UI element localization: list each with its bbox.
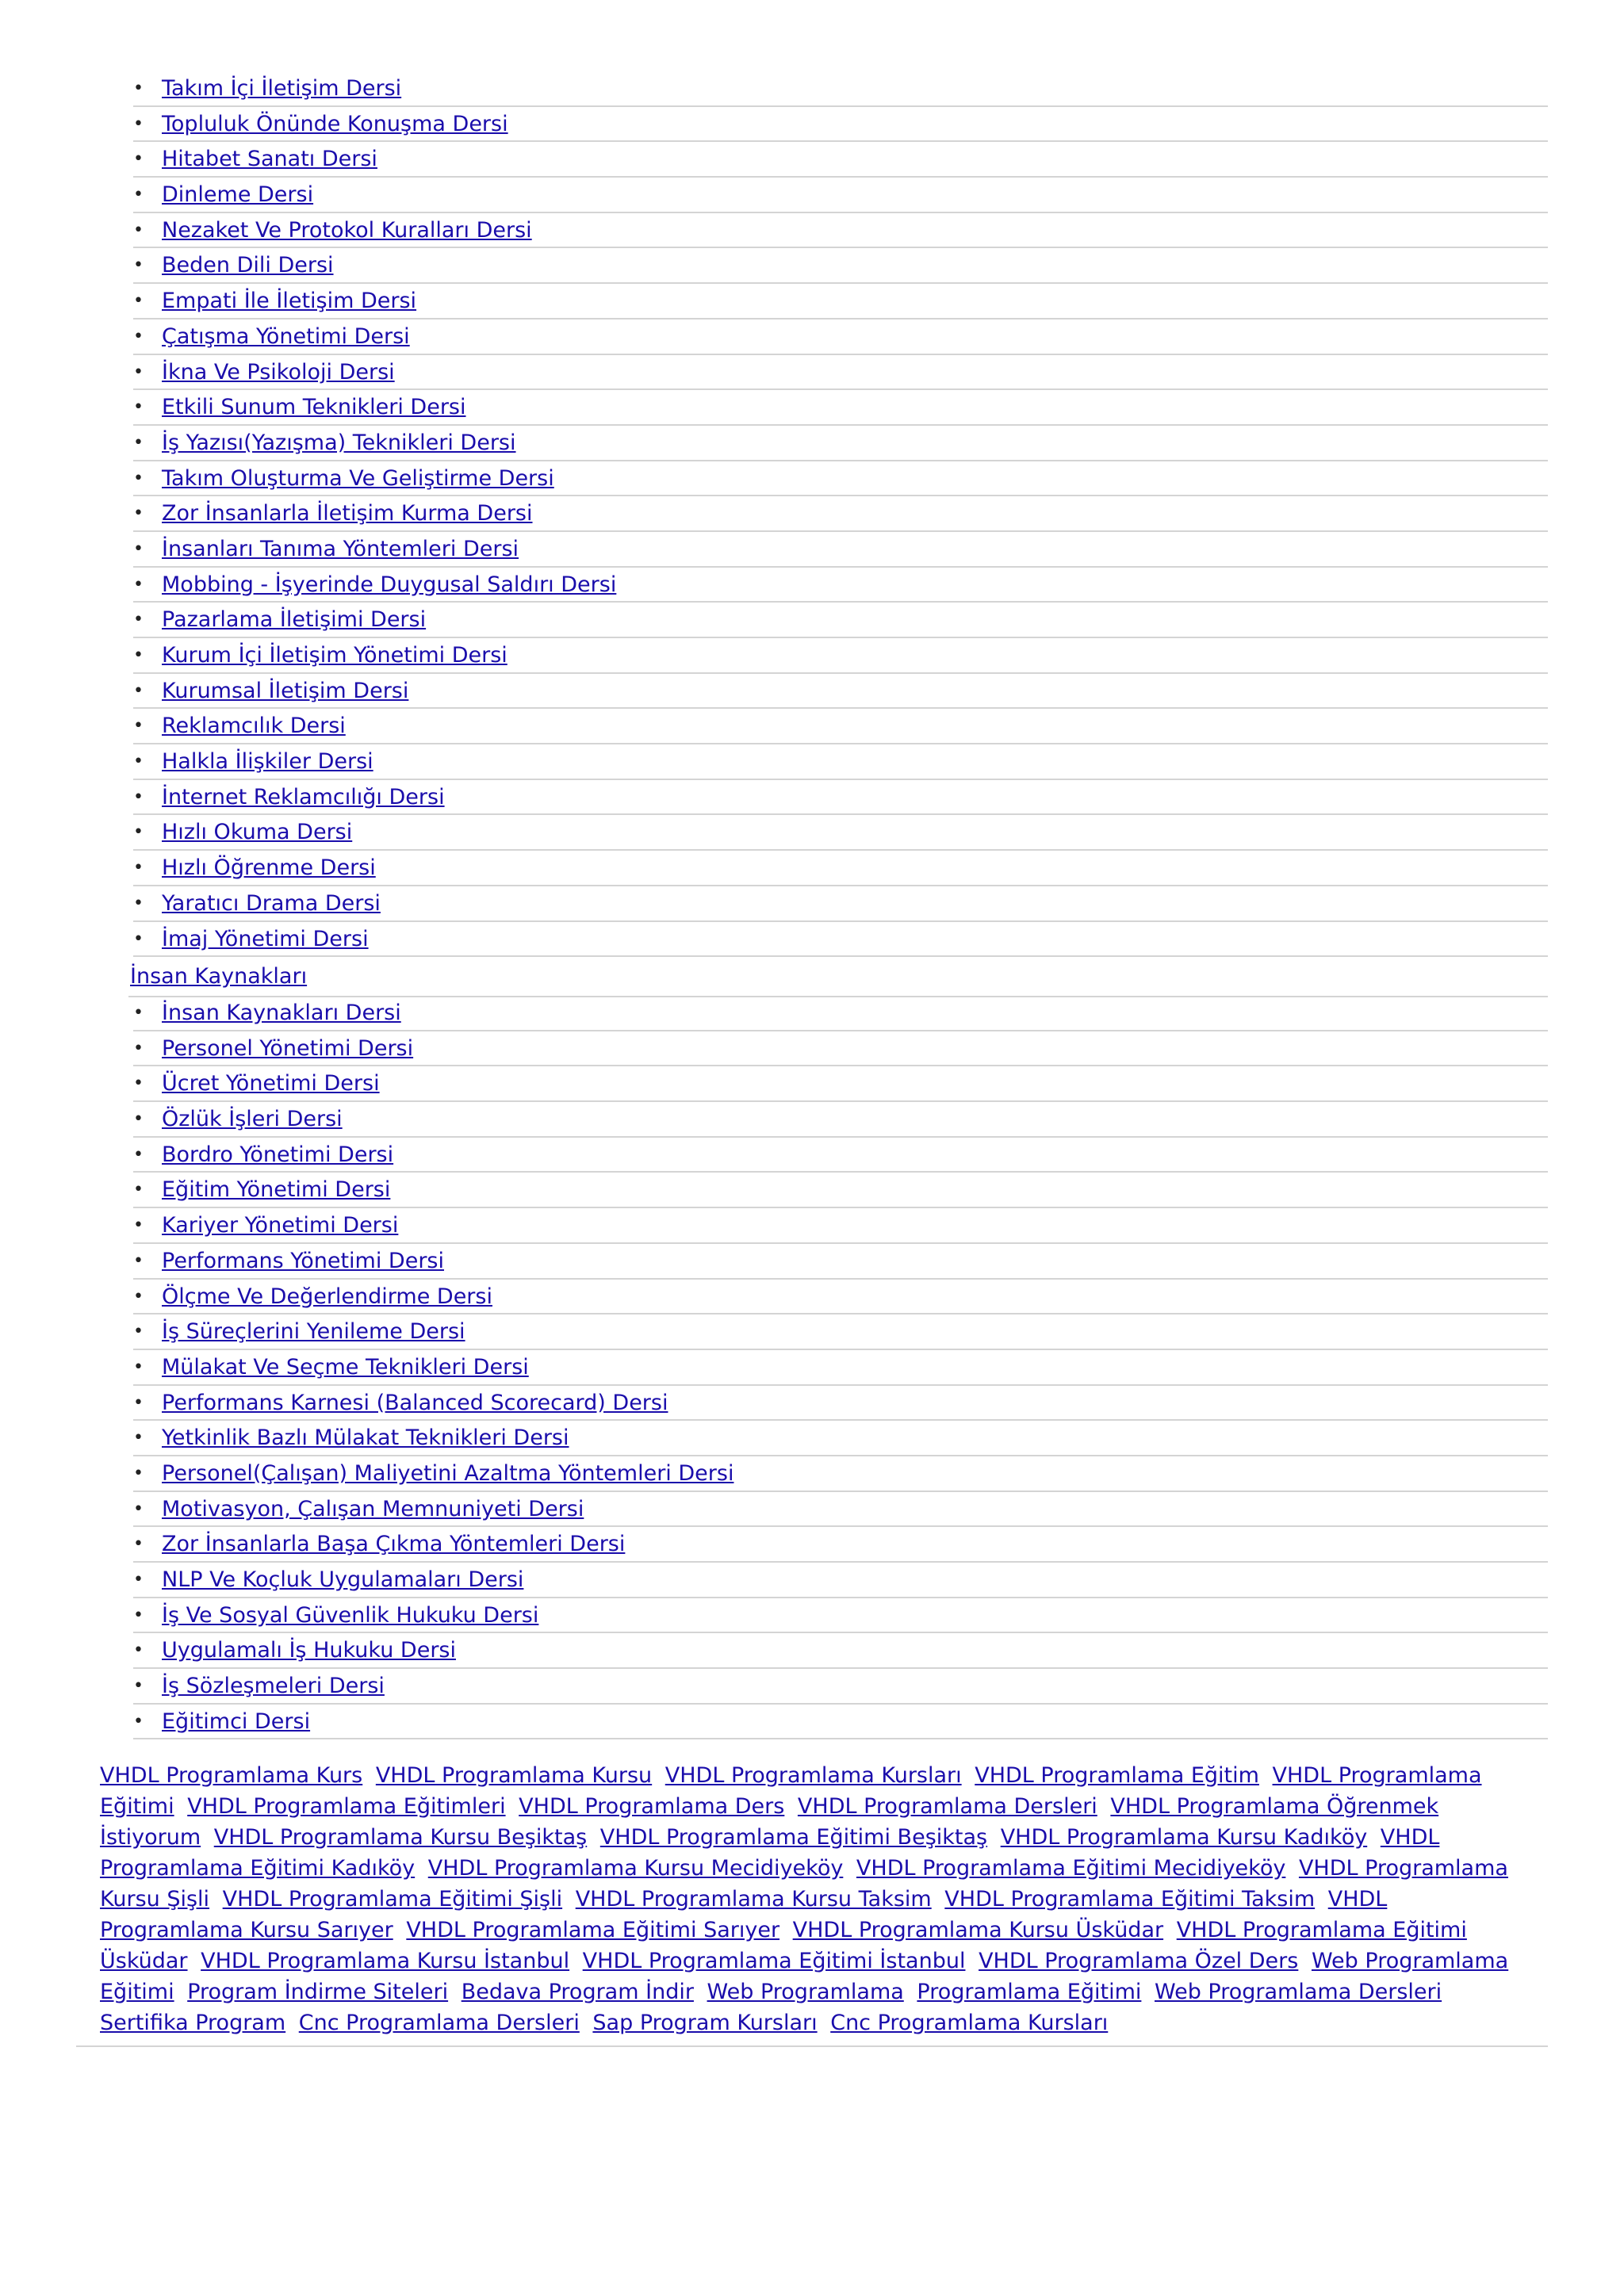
- list-item: [133, 1633, 1548, 1669]
- footer-keyword-link[interactable]: VHDL Programlama Eğitimi Kadıköy: [100, 1825, 1440, 1881]
- footer-keyword-link[interactable]: VHDL Programlama Eğitimi Sarıyer: [406, 1918, 780, 1942]
- list-item: [133, 532, 1548, 568]
- course-link[interactable]: İnsan Kaynakları Dersi: [162, 1001, 401, 1025]
- bullet-icon: •: [133, 255, 144, 276]
- list-item: [133, 1563, 1548, 1598]
- footer-keyword-link[interactable]: VHDL Programlama Dersleri: [797, 1794, 1097, 1819]
- bullet-icon: •: [133, 326, 144, 346]
- course-link[interactable]: Kurum İçi İletişim Yönetimi Dersi: [162, 643, 508, 668]
- bullet-icon: •: [133, 362, 144, 382]
- bullet-icon: •: [133, 291, 144, 312]
- course-link[interactable]: Pazarlama İletişimi Dersi: [162, 607, 427, 633]
- footer-keyword-link[interactable]: Bedava Program İndir: [461, 1980, 694, 2004]
- course-link[interactable]: Hızlı Okuma Dersi: [162, 820, 353, 845]
- course-link[interactable]: Takım Oluşturma Ve Geliştirme Dersi: [162, 465, 554, 491]
- course-link[interactable]: İş Süreçlerini Yenileme Dersi: [162, 1319, 465, 1345]
- course-list-communication: [133, 71, 1548, 957]
- bullet-icon: •: [133, 786, 144, 807]
- bullet-icon: •: [133, 680, 144, 701]
- bullet-icon: •: [133, 822, 144, 843]
- course-link[interactable]: Eğitim Yönetimi Dersi: [162, 1177, 391, 1203]
- bullet-icon: •: [133, 1463, 144, 1483]
- footer-keyword-link[interactable]: VHDL Programlama Eğitimi Mecidiyeköy: [856, 1856, 1286, 1881]
- course-link[interactable]: Mülakat Ve Seçme Teknikleri Dersi: [162, 1354, 529, 1380]
- bullet-icon: •: [133, 1003, 144, 1023]
- course-link[interactable]: Etkili Sunum Teknikleri Dersi: [162, 395, 466, 420]
- bullet-icon: •: [133, 893, 144, 913]
- footer-divider: [76, 2045, 1548, 2047]
- course-link[interactable]: Çatışma Yönetimi Dersi: [162, 323, 410, 349]
- list-item: [133, 1386, 1548, 1422]
- bullet-icon: •: [133, 1180, 144, 1200]
- footer-keyword-link[interactable]: VHDL Programlama Kursu İstanbul: [201, 1949, 570, 1973]
- list-item: [133, 426, 1548, 461]
- footer-keyword-link[interactable]: VHDL Programlama Ders: [519, 1794, 785, 1819]
- bullet-icon: •: [133, 503, 144, 524]
- list-item: [133, 213, 1548, 249]
- course-link[interactable]: Bordro Yönetimi Dersi: [162, 1142, 394, 1167]
- course-link[interactable]: Empati İle İletişim Dersi: [162, 289, 417, 314]
- footer-keyword-link[interactable]: VHDL Programlama Eğitimi Beşiktaş: [599, 1825, 988, 1850]
- bullet-icon: •: [133, 716, 144, 737]
- course-link[interactable]: Nezaket Ve Protokol Kuralları Dersi: [162, 217, 532, 243]
- footer-keyword-link[interactable]: VHDL Programlama Kursu Mecidiyeköy: [427, 1856, 844, 1881]
- list-item: [133, 142, 1548, 178]
- list-item: [133, 1456, 1548, 1492]
- list-item: [133, 320, 1548, 355]
- footer-keyword-link[interactable]: VHDL Programlama Eğitimi Şişli: [222, 1887, 563, 1911]
- list-item: [133, 1244, 1548, 1280]
- course-link[interactable]: Hızlı Öğrenme Dersi: [162, 855, 376, 881]
- footer-keyword-link[interactable]: VHDL Programlama Eğitim: [975, 1763, 1259, 1788]
- course-link[interactable]: Ücret Yönetimi Dersi: [162, 1071, 380, 1096]
- list-item: [133, 603, 1548, 638]
- bullet-icon: •: [133, 1073, 144, 1094]
- footer-keyword-link[interactable]: Web Programlama Eğitimi: [100, 1949, 1509, 2004]
- footer-keyword-link[interactable]: VHDL Programlama Eğitimi Taksim: [944, 1887, 1316, 1911]
- course-link[interactable]: Halkla İlişkiler Dersi: [162, 749, 373, 775]
- footer-keyword-link[interactable]: Cnc Programlama Dersleri: [298, 2011, 580, 2035]
- course-link[interactable]: Uygulamalı İş Hukuku Dersi: [162, 1638, 456, 1663]
- bullet-icon: •: [133, 752, 144, 772]
- course-link[interactable]: Zor İnsanlarla İletişim Kurma Dersi: [162, 501, 533, 526]
- footer-keyword-link[interactable]: VHDL Programlama Eğitimleri: [187, 1794, 506, 1819]
- list-item: [133, 922, 1548, 958]
- course-link[interactable]: Personel Yönetimi Dersi: [162, 1035, 414, 1061]
- course-link[interactable]: Reklamcılık Dersi: [162, 714, 346, 739]
- bullet-icon: •: [133, 1392, 144, 1413]
- bullet-icon: •: [133, 1038, 144, 1058]
- footer-keyword-link[interactable]: VHDL Programlama Eğitimi: [100, 1763, 1482, 1819]
- bullet-icon: •: [133, 1640, 144, 1661]
- list-item: [133, 1031, 1548, 1067]
- list-item: [133, 1173, 1548, 1208]
- bullet-icon: •: [133, 645, 144, 665]
- footer-keyword-link[interactable]: Programlama Eğitimi: [917, 1980, 1142, 2004]
- course-link[interactable]: Personel(Çalışan) Maliyetini Azaltma Yöntemleri Dersi: [162, 1460, 734, 1486]
- list-item: [133, 996, 1548, 1031]
- list-item: [133, 709, 1548, 744]
- course-link[interactable]: İkna Ve Psikoloji Dersi: [162, 359, 395, 385]
- list-item: [133, 1138, 1548, 1173]
- list-item: [133, 886, 1548, 922]
- list-item: [133, 1527, 1548, 1563]
- list-item: [133, 1102, 1548, 1138]
- bullet-icon: •: [133, 78, 144, 98]
- course-link[interactable]: Eğitimci Dersi: [162, 1709, 311, 1734]
- footer-keyword-link[interactable]: VHDL Programlama Öğrenmek İstiyorum: [100, 1794, 1439, 1850]
- bullet-icon: •: [133, 1676, 144, 1697]
- list-item: [133, 355, 1548, 391]
- list-item: [133, 71, 1548, 107]
- bullet-icon: •: [133, 1534, 144, 1555]
- course-link[interactable]: NLP Ve Koçluk Uygulamaları Dersi: [162, 1567, 524, 1592]
- bullet-icon: •: [133, 1250, 144, 1271]
- list-item: [133, 744, 1548, 780]
- footer-keyword-link[interactable]: Web Programlama: [707, 1980, 904, 2004]
- bullet-icon: •: [133, 1570, 144, 1590]
- list-item: [133, 1492, 1548, 1528]
- bullet-icon: •: [133, 397, 144, 418]
- bullet-icon: •: [133, 1498, 144, 1519]
- list-item: [133, 178, 1548, 213]
- category-row-insan-kaynaklari: [128, 959, 1548, 997]
- list-item: [133, 1066, 1548, 1102]
- course-link[interactable]: İnsanları Tanıma Yöntemleri Dersi: [162, 536, 519, 561]
- course-link[interactable]: Beden Dili Dersi: [162, 253, 334, 278]
- course-link[interactable]: Özlük İşleri Dersi: [162, 1107, 343, 1132]
- list-item: [133, 496, 1548, 532]
- bullet-icon: •: [133, 1144, 144, 1165]
- course-link[interactable]: Zor İnsanlarla Başa Çıkma Yöntemleri Dersi: [162, 1532, 626, 1557]
- footer-keyword-link[interactable]: VHDL Programlama Kursu Sarıyer: [100, 1887, 1388, 1942]
- footer-keyword-link[interactable]: VHDL Programlama Kursları: [665, 1763, 962, 1788]
- footer-keyword-link[interactable]: VHDL Programlama Kursu Üsküdar: [792, 1918, 1164, 1942]
- bullet-icon: •: [133, 1286, 144, 1307]
- course-link[interactable]: Mobbing - İşyerinde Duygusal Saldırı Dersi: [162, 572, 617, 597]
- list-item: [133, 638, 1548, 674]
- bullet-icon: •: [133, 538, 144, 559]
- course-link[interactable]: Takım İçi İletişim Dersi: [162, 76, 402, 101]
- course-link[interactable]: Hitabet Sanatı Dersi: [162, 147, 377, 172]
- bullet-icon: •: [133, 610, 144, 630]
- footer-keyword-link[interactable]: VHDL Programlama Eğitimi Üsküdar: [100, 1918, 1467, 1973]
- bullet-icon: •: [133, 1357, 144, 1377]
- list-item: [133, 248, 1548, 284]
- course-link[interactable]: Yaratıcı Drama Dersi: [162, 890, 381, 916]
- footer-keyword-link[interactable]: VHDL Programlama Kursu Şişli: [100, 1856, 1508, 1911]
- list-item: [133, 1598, 1548, 1634]
- course-link[interactable]: Performans Yönetimi Dersi: [162, 1248, 444, 1273]
- course-list-insan-kaynaklari: [133, 996, 1548, 1739]
- category-link-insan-kaynaklari[interactable]: İnsan Kaynakları: [130, 964, 308, 989]
- bullet-icon: •: [133, 1215, 144, 1236]
- list-item: [133, 1705, 1548, 1740]
- course-link[interactable]: Kurumsal İletişim Dersi: [162, 678, 409, 703]
- list-item: [133, 1421, 1548, 1456]
- bullet-icon: •: [133, 185, 144, 205]
- bullet-icon: •: [133, 149, 144, 170]
- list-item: [133, 780, 1548, 816]
- bullet-icon: •: [133, 1109, 144, 1130]
- bullet-icon: •: [133, 1428, 144, 1448]
- footer-keyword-link[interactable]: Sertifika Program: [100, 2011, 286, 2035]
- bullet-icon: •: [133, 113, 144, 134]
- footer-keyword-link[interactable]: Web Programlama Dersleri: [1154, 1980, 1442, 2004]
- list-item: [133, 284, 1548, 320]
- footer-keyword-link[interactable]: VHDL Programlama Özel Ders: [979, 1949, 1299, 1973]
- list-item: [133, 1669, 1548, 1705]
- list-item: [133, 815, 1548, 851]
- bullet-icon: •: [133, 574, 144, 595]
- footer-keyword-link[interactable]: VHDL Programlama Kursu Taksim: [575, 1887, 932, 1911]
- list-item: [133, 674, 1548, 710]
- course-link[interactable]: İş Sözleşmeleri Dersi: [162, 1674, 385, 1699]
- list-item: [133, 1314, 1548, 1350]
- footer-keyword-link[interactable]: Cnc Programlama Kursları: [830, 2011, 1109, 2035]
- course-link[interactable]: İmaj Yönetimi Dersi: [162, 926, 369, 951]
- footer-keyword-link[interactable]: VHDL Programlama Kursu Kadıköy: [1000, 1825, 1368, 1850]
- footer-keyword-link[interactable]: VHDL Programlama Kurs: [100, 1763, 363, 1788]
- footer-keyword-link[interactable]: Sap Program Kursları: [592, 2011, 818, 2035]
- course-link[interactable]: Yetkinlik Bazlı Mülakat Teknikleri Dersi: [162, 1425, 569, 1451]
- footer-keyword-link[interactable]: Program İndirme Siteleri: [187, 1980, 449, 2004]
- list-item: [133, 1280, 1548, 1315]
- course-link[interactable]: İş Ve Sosyal Güvenlik Hukuku Dersi: [162, 1602, 539, 1628]
- course-link[interactable]: İnternet Reklamcılığı Dersi: [162, 784, 445, 809]
- bullet-icon: •: [133, 1605, 144, 1625]
- footer-keyword-links: [100, 1760, 1527, 2038]
- list-item: [133, 461, 1548, 497]
- list-item: [133, 568, 1548, 603]
- course-link[interactable]: Topluluk Önünde Konuşma Dersi: [162, 111, 508, 136]
- course-link[interactable]: İş Yazısı(Yazışma) Teknikleri Dersi: [162, 430, 516, 455]
- course-link[interactable]: Motivasyon, Çalışan Memnuniyeti Dersi: [162, 1496, 584, 1521]
- footer-keyword-link[interactable]: VHDL Programlama Eğitimi İstanbul: [582, 1949, 966, 1973]
- bullet-icon: •: [133, 1322, 144, 1342]
- bullet-icon: •: [133, 928, 144, 949]
- footer-keyword-link[interactable]: VHDL Programlama Kursu: [375, 1763, 653, 1788]
- footer-keyword-link[interactable]: VHDL Programlama Kursu Beşiktaş: [213, 1825, 588, 1850]
- bullet-icon: •: [133, 432, 144, 453]
- bullet-icon: •: [133, 220, 144, 240]
- course-link[interactable]: Ölçme Ve Değerlendirme Dersi: [162, 1284, 492, 1309]
- course-link[interactable]: Performans Karnesi (Balanced Scorecard) Dersi: [162, 1390, 668, 1415]
- list-item: [133, 1350, 1548, 1386]
- list-item: [133, 851, 1548, 886]
- bullet-icon: •: [133, 858, 144, 878]
- list-item: [133, 390, 1548, 426]
- bullet-icon: •: [133, 468, 144, 488]
- course-link[interactable]: Dinleme Dersi: [162, 182, 314, 208]
- bullet-icon: •: [133, 1711, 144, 1732]
- list-item: [133, 1208, 1548, 1244]
- course-link[interactable]: Kariyer Yönetimi Dersi: [162, 1213, 399, 1238]
- list-item: [133, 107, 1548, 143]
